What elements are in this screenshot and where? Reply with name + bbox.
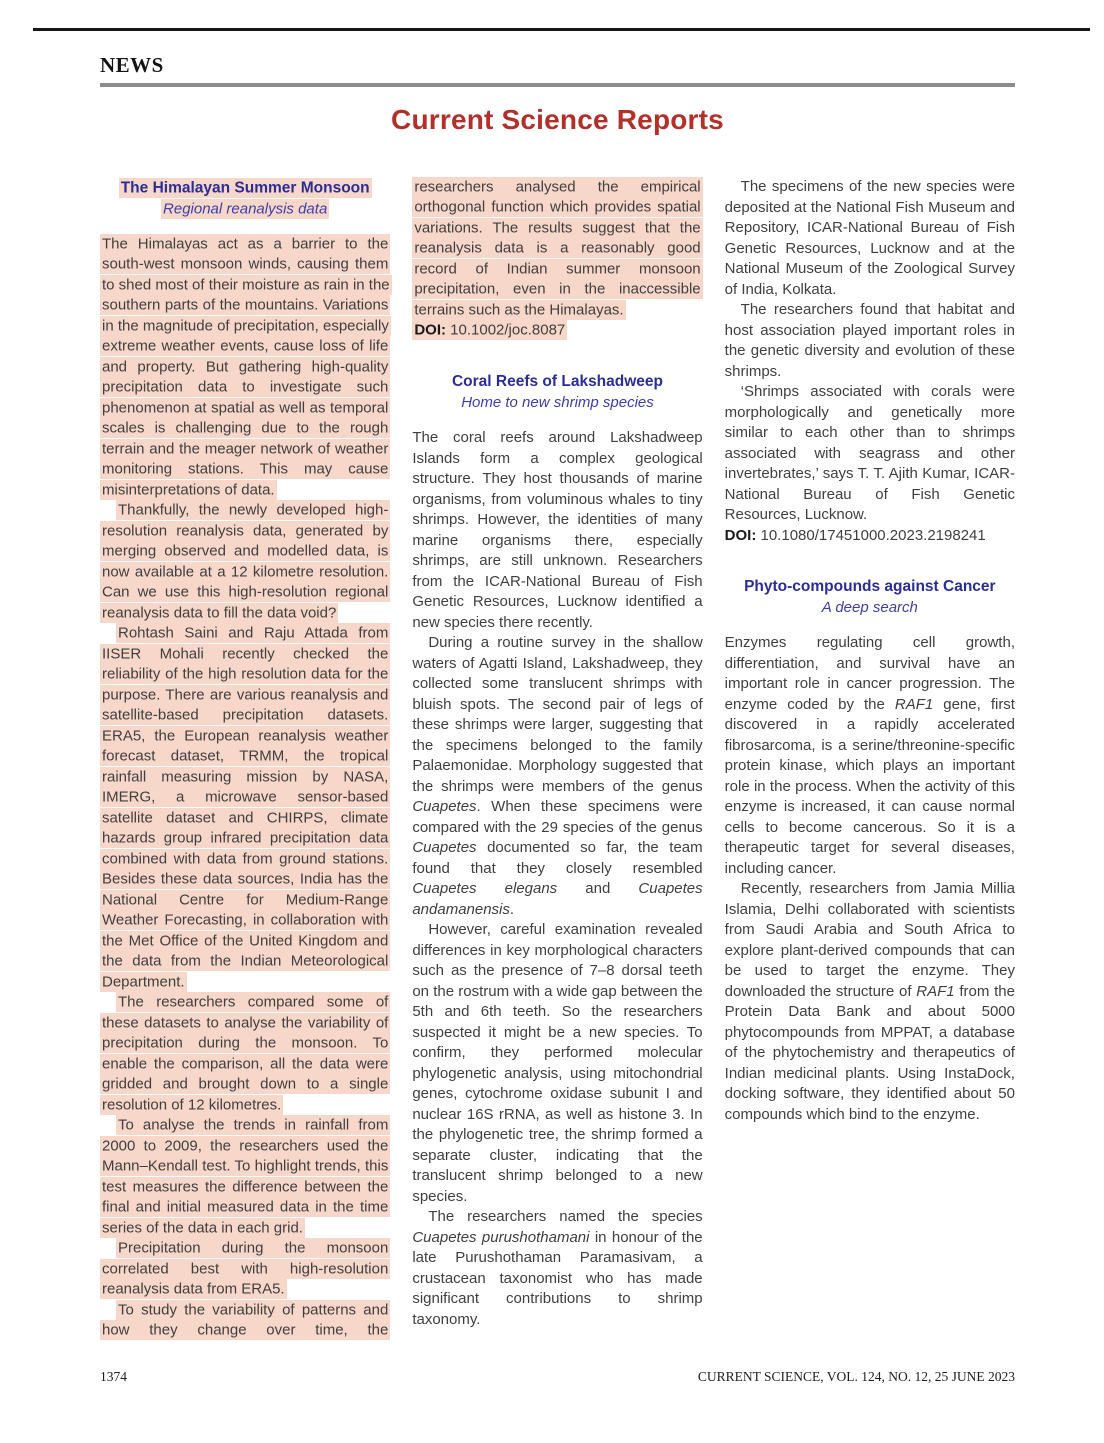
article-subtitle-text: Home to new shrimp species: [461, 394, 654, 411]
page-content: [100, 53, 1015, 1345]
article-paragraph: [725, 300, 1015, 382]
article-columns: [100, 177, 1015, 1345]
article-paragraph: [412, 633, 702, 920]
article-subtitle-text: A deep search: [821, 599, 918, 616]
paragraph-text: The coral reefs around Lakshadweep Islands form a complex geological structure. They host thousands of marine organisms, from voluminous whales to tiny shrimps. However, the identities of many marine organisms there, especially shrimps, are still unknown. Researchers from the ICAR-National Bureau of Fish Genetic Resources, Lucknow identified a new species there recently.: [412, 429, 703, 631]
article-subtitle: [100, 198, 390, 219]
article-paragraph: [725, 633, 1015, 879]
article-subtitle: [725, 597, 1015, 618]
section-kicker: NEWS: [100, 53, 164, 77]
paragraph-text: To analyse the trends in rainfall from 2000 to 2009, the researchers used the Mann–Kendall test. To highlight trends, this test measures the difference between the final and initial measured data in the time series of the data in each grid.: [102, 1116, 389, 1236]
article-subtitle: [412, 392, 702, 413]
journal-footer-line: CURRENT SCIENCE, VOL. 124, NO. 12, 25 JUNE 2023: [697, 1369, 1015, 1384]
doi-line: [412, 321, 702, 342]
article-paragraph: [725, 177, 1015, 300]
paragraph-text: Thankfully, the newly developed high-resolution reanalysis data, generated by merging observed and modelled data, is now available at a 12 kilometre resolution. Can we use this high-resolution regional reanalysis data to fill the data void?: [102, 501, 389, 621]
paragraph-text: The researchers named the species Cuapetes purushothamani in honour of the late Purushothaman Paramasivam, a crustacean taxonomist who has made significant contributions to shrimp taxonomy.: [412, 1208, 703, 1328]
page-top-border: [33, 28, 1090, 31]
doi-value: 10.1080/17451000.2023.2198241: [756, 526, 986, 544]
paragraph-text: However, careful examination revealed differences in key morphological characters such as the presence of 7–8 dorsal teeth on the rostrum with a wide gap between the 5th and 6th teeth. So the researchers suspected it might be a new species. To confirm, they performed molecular phylogenetic analysis, using mitochondrial genes, cytochrome oxidase subunit I and nuclear 16S rRNA, as well as histone 3. In the phylogenetic tree, the shrimp formed a separate cluster, indicating that the translucent shrimp belonged to a new species.: [412, 921, 703, 1205]
article-heading: [412, 371, 702, 413]
article-paragraph: [100, 1239, 390, 1301]
paragraph-text: Enzymes regulating cell growth, differentiation, and survival have an important role in cancer progression. The enzyme coded by the RAF1 gene, first discovered in a rapidly accelerated fibrosarcoma, is a serine/threonine-specific protein kinase, which plays an important role in the process. When the activity of this enzyme is increased, it can cause normal cells to become cancerous. So it is a therapeutic target for several diseases, including cancer.: [724, 634, 1015, 877]
paragraph-text: ‘Shrimps associated with corals were morphologically and genetically more similar to each other than to shrimps associated with seagrass and other invertebrates,’ says T. T. Ajith Kumar, ICAR-National Bureau of Fish Genetic Resources, Lucknow.: [724, 383, 1015, 523]
article-paragraph: [100, 501, 390, 624]
doi-label: DOI:: [724, 526, 757, 544]
article-title-text: Phyto-compounds against Cancer: [744, 578, 996, 595]
page-number: 1374: [100, 1369, 127, 1384]
paragraph-text: The researchers found that habitat and host association played important roles in the genetic diversity and evolution of these shrimps.: [724, 301, 1015, 380]
article-title: [412, 371, 702, 392]
article-paragraph: [412, 920, 702, 1207]
article-subtitle-text: Regional reanalysis data: [163, 200, 328, 217]
paragraph-text: Precipitation during the monsoon correlated best with high-resolution reanalysis data from ERA5.: [102, 1239, 389, 1298]
doi-label: DOI:: [414, 321, 446, 339]
page-footer: [100, 1369, 1015, 1385]
article-title: [100, 177, 390, 198]
paragraph-text: During a routine survey in the shallow waters of Agatti Island, Lakshadweep, they collected some translucent shrimps with bluish spots. The second pair of legs of these shrimps were larger, suggesting that the specimens belonged to the family Palaemonidae. Morphology suggested that the shrimps were members of the genus Cuapetes. When these specimens were compared with the 29 species of the genus Cuapetes documented so far, the team found that they closely resembled Cuapetes elegans and Cuapetes andamanensis.: [412, 634, 703, 918]
article-paragraph: [100, 1116, 390, 1239]
article-paragraph: [725, 879, 1015, 1125]
article-paragraph: [100, 624, 390, 993]
doi-line: [725, 526, 1015, 547]
article-title-text: Coral Reefs of Lakshadweep: [451, 373, 664, 390]
paragraph-text: To study the variability of patterns and how they change over time, the researchers analysed the empirical orthogonal function which provides spatial variations. The results suggest that the reanalysis data is a reasonably good record of Indian summer monsoon precipitation, even in the inaccessible terrains such as the Himalayas.: [102, 178, 701, 1339]
article-paragraph: [412, 428, 702, 633]
paragraph-text: The specimens of the new species were deposited at the National Fish Museum and Repository, ICAR-National Bureau of Fish Genetic Resources, Lucknow and at the National Museum of the Zoological Survey of India, Kolkata.: [724, 178, 1015, 298]
paragraph-text: Recently, researchers from Jamia Millia Islamia, Delhi collaborated with scientists from Saudi Arabia and South Africa to explore plant-derived compounds that can be used to target the enzyme. They downloaded the structure of RAF1 from the Protein Data Bank and about 5000 phytocompounds from MPPAT, a database of the phytochemistry and therapeutics of Indian medicinal plants. Using InstaDock, docking software, they identified about 50 compounds which bind to the enzyme.: [724, 880, 1015, 1123]
article-title-text: The Himalayan Summer Monsoon: [120, 179, 370, 196]
kicker-divider: [100, 83, 1015, 87]
article-title: [725, 576, 1015, 597]
paragraph-text: Rohtash Saini and Raju Attada from IISER Mohali recently checked the reliability of the high resolution data for the purpose. There are various reanalysis and satellite-based precipitation datasets. ERA5, the European reanalysis weather forecast dataset, TRMM, the tropical rainfall measuring mission by NASA, IMERG, a microwave sensor-based satellite dataset and CHIRPS, climate hazards group infrared precipitation data combined with data from ground stations. Besides these data sources, India has the National Centre for Medium-Range Weather Forecasting, in collaboration with the Met Office of the United Kingdom and the data from the Indian Meteorological Department.: [102, 624, 389, 990]
paragraph-text: The Himalayas act as a barrier to the south-west monsoon winds, causing them to shed most of their moisture as rain in the southern parts of the mountains. Variations in the magnitude of precipitation, especially extreme weather events, cause loss of life and property. But gathering high-quality precipitation data to investigate such phenomenon at spatial as well as temporal scales is challenging due to the rough terrain and the meager network of weather monitoring stations. This may cause misinterpretations of data.: [102, 235, 390, 498]
doi-wrap: [725, 527, 986, 544]
article-paragraph: [725, 382, 1015, 526]
article-heading: [100, 177, 390, 219]
paragraph-text: The researchers compared some of these datasets to analyse the variability of precipitation during the monsoon. To enable the comparison, all the data were gridded and brought down to a single resolution of 12 kilometres.: [102, 993, 389, 1113]
page-title: Current Science Reports: [391, 104, 724, 135]
article-paragraph: [412, 1207, 702, 1330]
article-paragraph: [100, 234, 390, 501]
article-paragraph: [100, 993, 390, 1116]
doi-value: 10.1002/joc.8087: [446, 321, 566, 339]
article-heading: [725, 576, 1015, 618]
doi-wrap: [412, 320, 567, 340]
